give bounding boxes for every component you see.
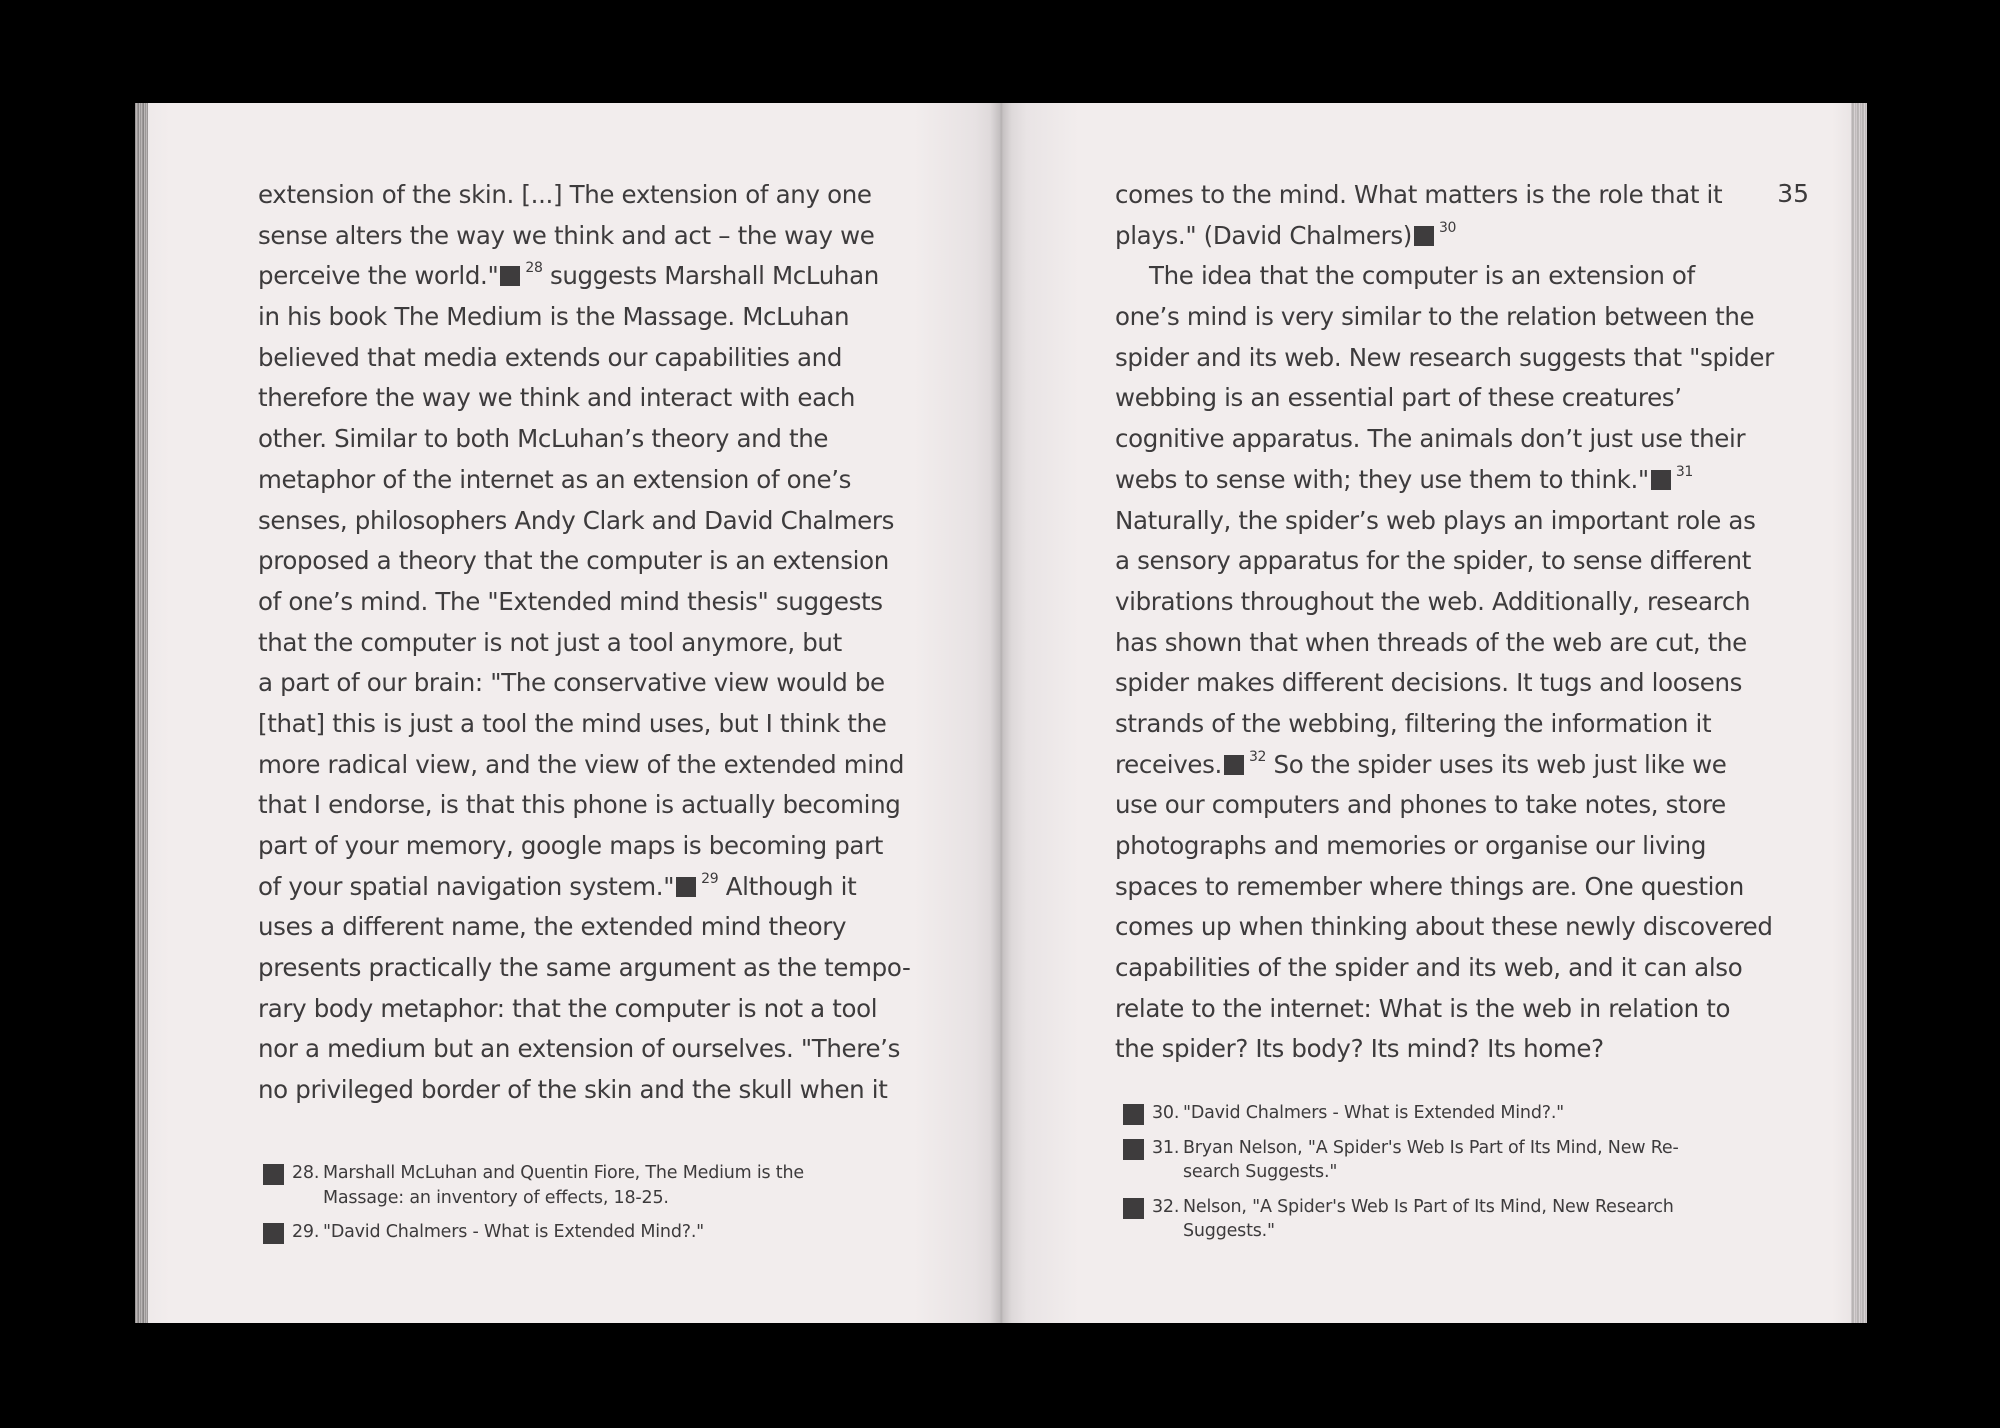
text-segment: plays." (David Chalmers) bbox=[1115, 220, 1412, 250]
text-segment: use our computers and phones to take notes, store bbox=[1115, 790, 1726, 820]
text-segment: comes to the mind. What matters is the role that it bbox=[1115, 180, 1723, 209]
text-segment: uses a different name, the extended mind theory bbox=[258, 912, 847, 942]
text-segment: So the spider uses its web just like we bbox=[1266, 749, 1727, 779]
footnote-text: Massage: an inventory of effects, 18-25. bbox=[323, 1187, 669, 1208]
text-line bbox=[1115, 378, 1774, 419]
text-line bbox=[258, 663, 910, 704]
left-page bbox=[135, 103, 1001, 1323]
footnote bbox=[1123, 1136, 1763, 1185]
text-line bbox=[258, 826, 910, 867]
text-segment: of your spatial navigation system." bbox=[258, 871, 675, 901]
text-segment: cognitive apparatus. The animals don’t just use their bbox=[1115, 424, 1746, 454]
text-line bbox=[1115, 419, 1774, 460]
footnote-reference: 31 bbox=[1675, 463, 1693, 480]
text-line bbox=[258, 582, 910, 623]
text-line bbox=[258, 175, 910, 216]
text-line bbox=[258, 704, 910, 745]
footnote-reference: 32 bbox=[1248, 748, 1267, 765]
text-segment: Naturally, the spider’s web plays an important role as bbox=[1115, 505, 1756, 535]
footnote-text: Bryan Nelson, "A Spider's Web Is Part of Its Mind, New Re- bbox=[1183, 1137, 1679, 1158]
text-segment: other. Similar to both McLuhan’s theory and the bbox=[258, 424, 829, 454]
text-line bbox=[258, 216, 910, 257]
footnote-marker-square bbox=[263, 1223, 284, 1244]
right-page-body-text bbox=[1115, 175, 1774, 1070]
text-line bbox=[1115, 541, 1774, 582]
footnote bbox=[1123, 1195, 1763, 1244]
footnote-number: 32. bbox=[1152, 1196, 1180, 1217]
text-line bbox=[258, 1029, 910, 1070]
text-segment: more radical view, and the view of the extended mind bbox=[258, 749, 905, 779]
text-segment: spider and its web. New research suggests that "spider bbox=[1115, 342, 1774, 372]
text-line bbox=[258, 378, 910, 419]
text-segment: believed that media extends our capabilities and bbox=[258, 342, 843, 372]
text-line bbox=[1115, 826, 1774, 867]
text-segment: part of your memory, google maps is becoming part bbox=[258, 831, 884, 860]
text-line bbox=[258, 256, 910, 297]
open-book bbox=[135, 103, 1867, 1323]
footnote-number: 28. bbox=[292, 1163, 320, 1183]
text-line bbox=[1115, 867, 1774, 908]
text-line bbox=[1115, 704, 1774, 745]
footnote-number: 31. bbox=[1152, 1137, 1180, 1158]
text-line bbox=[1115, 745, 1774, 786]
text-segment: spider makes different decisions. It tugs and loosens bbox=[1115, 668, 1743, 698]
footnote-text: "David Chalmers - What is Extended Mind?." bbox=[1183, 1103, 1565, 1123]
text-line bbox=[258, 338, 910, 379]
text-segment: capabilities of the spider and its web, and it can also bbox=[1115, 953, 1743, 983]
text-line bbox=[1115, 256, 1774, 297]
text-line bbox=[258, 907, 910, 948]
footnote-text: "David Chalmers - What is Extended Mind?." bbox=[323, 1222, 705, 1242]
text-segment: [that] this is just a tool the mind uses, but I think the bbox=[258, 708, 887, 738]
text-segment: rary body metaphor: that the computer is not a tool bbox=[258, 993, 878, 1023]
text-line bbox=[1115, 297, 1774, 338]
text-segment: webbing is an essential part of these creatures’ bbox=[1115, 383, 1682, 413]
text-line bbox=[1115, 175, 1774, 216]
footnote-reference: 28 bbox=[525, 260, 543, 277]
left-page-footnotes bbox=[263, 1161, 903, 1255]
right-page bbox=[1001, 103, 1867, 1323]
text-segment: nor a medium but an extension of ourselves. "There’s bbox=[258, 1034, 901, 1064]
footnote-reference: 30 bbox=[1438, 219, 1457, 236]
footnote-reference: 29 bbox=[701, 870, 719, 887]
text-line bbox=[1115, 663, 1774, 704]
text-segment: of one’s mind. The "Extended mind thesis" suggests bbox=[258, 586, 883, 616]
book-gutter bbox=[990, 103, 1012, 1323]
text-segment: photographs and memories or organise our living bbox=[1115, 831, 1707, 860]
text-segment: comes up when thinking about these newly discovered bbox=[1115, 912, 1773, 942]
text-segment: relate to the internet: What is the web in relation to bbox=[1115, 993, 1731, 1023]
text-segment: that I endorse, is that this phone is actually becoming bbox=[258, 790, 901, 820]
footnote-text: Nelson, "A Spider's Web Is Part of Its Mind, New Research bbox=[1183, 1196, 1674, 1217]
text-line bbox=[258, 1070, 910, 1111]
text-line bbox=[258, 745, 910, 786]
text-segment: that the computer is not just a tool anymore, but bbox=[258, 627, 842, 657]
text-line bbox=[1115, 338, 1774, 379]
footnote-text: Marshall McLuhan and Quentin Fiore, The Medium is the bbox=[323, 1163, 804, 1183]
right-page-footnotes bbox=[1123, 1101, 1763, 1254]
footnote-marker-square bbox=[676, 877, 696, 897]
text-line bbox=[1115, 501, 1774, 542]
footnote bbox=[1123, 1101, 1763, 1126]
text-segment: has shown that when threads of the web are cut, the bbox=[1115, 627, 1747, 657]
text-line bbox=[1115, 948, 1774, 989]
text-segment: no privileged border of the skin and the skull when it bbox=[258, 1075, 888, 1105]
text-line bbox=[1115, 989, 1774, 1030]
text-segment: proposed a theory that the computer is an extension bbox=[258, 546, 889, 576]
footnote-marker-square bbox=[500, 266, 520, 286]
footnote-number: 29. bbox=[292, 1222, 320, 1242]
text-line bbox=[258, 541, 910, 582]
footnote bbox=[263, 1220, 903, 1245]
text-segment: presents practically the same argument as the tempo- bbox=[258, 953, 911, 983]
text-line bbox=[258, 867, 910, 908]
footnote-number: 30. bbox=[1152, 1103, 1180, 1123]
footnote-marker-square bbox=[1123, 1198, 1144, 1219]
text-line bbox=[1115, 785, 1774, 826]
text-segment: the spider? Its body? Its mind? Its home? bbox=[1115, 1034, 1604, 1064]
text-line bbox=[258, 623, 910, 664]
footnote bbox=[263, 1161, 903, 1210]
footnote-marker-square bbox=[263, 1164, 284, 1185]
text-line bbox=[1115, 460, 1774, 501]
text-segment: extension of the skin. [...] The extension of any one bbox=[258, 180, 872, 209]
text-segment: one’s mind is very similar to the relation between the bbox=[1115, 302, 1755, 332]
text-segment: receives. bbox=[1115, 749, 1222, 779]
footnote-marker-square bbox=[1224, 755, 1244, 775]
text-line bbox=[1115, 216, 1774, 257]
text-segment: The idea that the computer is an extension of bbox=[1149, 261, 1695, 291]
text-segment: Although it bbox=[718, 871, 857, 901]
text-segment: metaphor of the internet as an extension of one’s bbox=[258, 464, 852, 494]
text-segment: senses, philosophers Andy Clark and David Chalmers bbox=[258, 505, 894, 535]
text-line bbox=[1115, 623, 1774, 664]
text-segment: a sensory apparatus for the spider, to sense different bbox=[1115, 546, 1751, 576]
page-number: 35 bbox=[1777, 179, 1809, 208]
text-segment: webs to sense with; they use them to think." bbox=[1115, 464, 1649, 494]
text-line bbox=[258, 297, 910, 338]
footnote-marker-square bbox=[1123, 1104, 1144, 1125]
footnote-marker-square bbox=[1651, 470, 1671, 490]
text-line bbox=[258, 460, 910, 501]
text-segment: sense alters the way we think and act – the way we bbox=[258, 220, 875, 250]
left-page-body-text bbox=[258, 175, 910, 1111]
text-line bbox=[258, 989, 910, 1030]
footnote-marker-square bbox=[1123, 1139, 1144, 1160]
text-line bbox=[258, 501, 910, 542]
text-line bbox=[1115, 907, 1774, 948]
text-line bbox=[1115, 582, 1774, 623]
text-segment: vibrations throughout the web. Additionally, research bbox=[1115, 586, 1751, 616]
text-segment: a part of our brain: "The conservative view would be bbox=[258, 668, 885, 698]
text-segment: in his book The Medium is the Massage. McLuhan bbox=[258, 302, 850, 332]
text-line bbox=[258, 419, 910, 460]
text-line bbox=[258, 948, 910, 989]
footnote-marker-square bbox=[1414, 226, 1434, 246]
text-line bbox=[258, 785, 910, 826]
text-segment: therefore the way we think and interact with each bbox=[258, 383, 856, 413]
text-segment: strands of the webbing, filtering the information it bbox=[1115, 708, 1712, 738]
text-segment: suggests Marshall McLuhan bbox=[542, 261, 879, 291]
footnote-text: Suggests." bbox=[1183, 1221, 1275, 1241]
text-segment: perceive the world." bbox=[258, 261, 499, 291]
footnote-text: search Suggests." bbox=[1183, 1162, 1338, 1182]
text-line bbox=[1115, 1029, 1774, 1070]
text-segment: spaces to remember where things are. One question bbox=[1115, 871, 1744, 901]
